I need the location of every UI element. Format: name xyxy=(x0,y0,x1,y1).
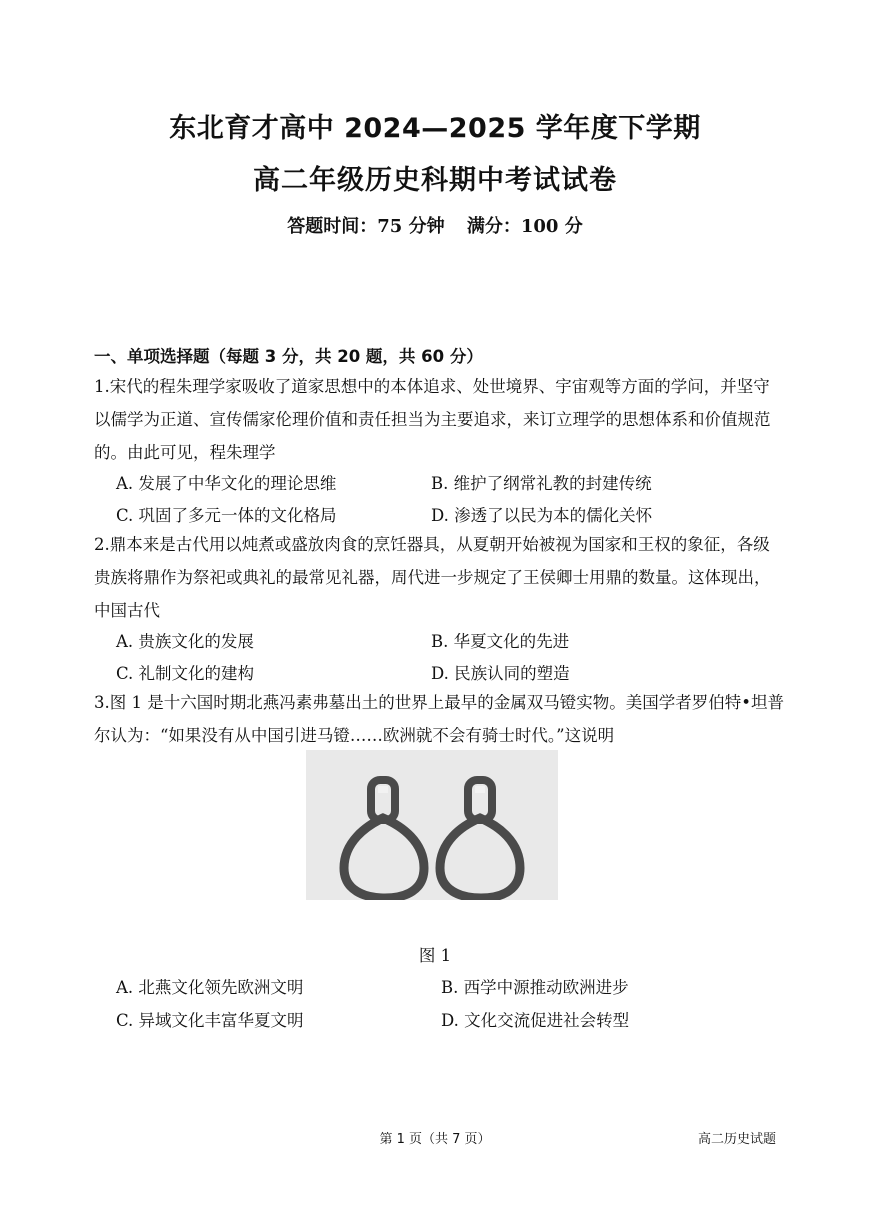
score-label: 满分：100 分 xyxy=(466,216,583,237)
footer-subject: 高二历史试题 xyxy=(698,1132,777,1147)
question-3-text: 3.图 1 是十六国时期北燕冯素弗墓出土的世界上最早的金属双马镫实物。美国学者罗伯特•坦普尔认为：“如果没有从中国引进马镫……欧洲就不会有骑士时代。”这说明 xyxy=(94,693,784,745)
exam-title-line1: 东北育才高中 2024—2025 学年度下学期 xyxy=(169,113,701,144)
question-3-option-c: C. 异域文化丰富华夏文明 xyxy=(116,1011,304,1030)
question-3-option-a: A. 北燕文化领先欧洲文明 xyxy=(116,978,304,997)
question-1-option-a: A. 发展了中华文化的理论思维 xyxy=(116,474,337,493)
page-number: 第 1 页（共 7 页） xyxy=(379,1132,491,1147)
question-3-option-b: B. 西学中源推动欧洲进步 xyxy=(441,978,629,997)
question-2-text: 2.鼎本来是古代用以炖煮或盛放肉食的烹饪器具，从夏朝开始被视为国家和王权的象征，各级贵族将鼎作为祭祀或典礼的最常见礼器，周代进一步规定了王侯卿士用鼎的数量。这体现出，中国古代 xyxy=(94,535,771,620)
time-label: 答题时间：75 分钟 xyxy=(287,216,445,237)
exam-title-line2: 高二年级历史科期中考试试卷 xyxy=(253,165,617,196)
figure-caption: 图 1 xyxy=(418,946,452,965)
section-title: 一、单项选择题（每题 3 分，共 20 题，共 60 分） xyxy=(94,347,483,366)
question-3-option-d: D. 文化交流促进社会转型 xyxy=(441,1011,630,1030)
question-1-text: 1.宋代的程朱理学家吸收了道家思想中的本体追求、处世境界、宇宙观等方面的学问，并坚守以儒学为正道、宣传儒家伦理价值和责任担当为主要追求，来订立理学的思想体系和价值规范的。由此可见，程朱理学 xyxy=(94,377,771,462)
question-1-option-b: B. 维护了纲常礼教的封建传统 xyxy=(431,474,652,493)
question-2-option-b: B. 华夏文化的先进 xyxy=(431,632,570,651)
stirrups-photo xyxy=(306,750,558,900)
question-1-option-d: D. 渗透了以民为本的儒化关怀 xyxy=(431,506,653,525)
question-2-option-a: A. 贵族文化的发展 xyxy=(116,632,254,651)
question-2-option-d: D. 民族认同的塑造 xyxy=(431,664,570,683)
question-1-option-c: C. 巩固了多元一体的文化格局 xyxy=(116,506,337,525)
question-2-option-c: C. 礼制文化的建构 xyxy=(116,664,255,683)
exam-meta xyxy=(0,212,870,238)
